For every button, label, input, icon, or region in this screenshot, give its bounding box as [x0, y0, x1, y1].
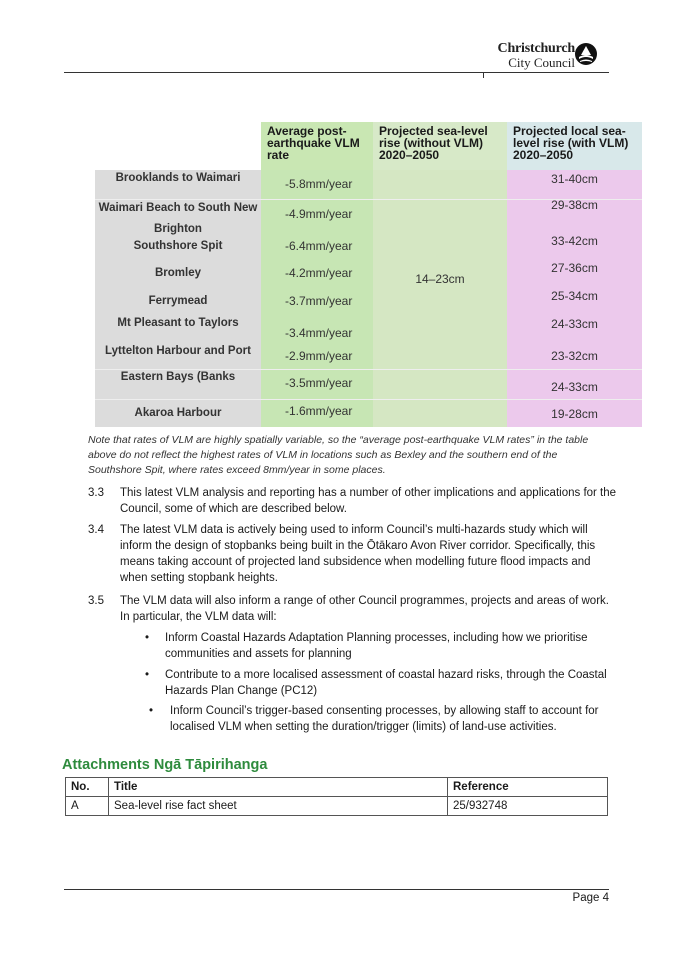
col-header-title: Title	[109, 778, 448, 797]
location-cell: Akaroa Harbour	[134, 407, 222, 419]
vlm-cell: -4.9mm/year	[285, 207, 353, 221]
header-proj-with-vlm: Projected local sea-level rise (with VLM) 2020–2050	[507, 122, 642, 170]
local-rise-cell: 23-32cm	[551, 349, 598, 363]
paragraph-text: This latest VLM analysis and reporting has a number of other implications and applications for the Council, some of which are described below.	[120, 487, 617, 515]
logo-line-2: City Council	[508, 55, 575, 70]
attachments-table	[65, 777, 608, 816]
local-rise-cell: 24-33cm	[551, 317, 598, 331]
paragraph-text: The VLM data will also inform a range of other Council programmes, projects and areas of work. In particular, the VLM data will:	[120, 595, 609, 623]
header-rule-tick	[483, 72, 484, 78]
attachment-title: Sea-level rise fact sheet	[109, 797, 448, 816]
col-header-no: No.	[66, 778, 109, 797]
bullet-dot: •	[145, 669, 150, 681]
projection-column	[373, 170, 507, 427]
vlm-cell: -3.7mm/year	[285, 294, 353, 308]
bullet-text: Inform Coastal Hazards Adaptation Planning processes, including how we prioritise communities and assets for planning	[165, 632, 588, 660]
local-rise-cell: 19-28cm	[551, 407, 598, 421]
bullet-dot: •	[149, 705, 154, 717]
location-cell: Bromley	[154, 267, 202, 279]
local-rise-cell: 24-33cm	[551, 380, 598, 394]
col-header-reference: Reference	[448, 778, 608, 797]
location-cell: Brooklands to Waimari	[115, 172, 241, 184]
local-rise-cell: 27-36cm	[551, 261, 598, 275]
paragraph-number: 3.4	[88, 524, 104, 536]
council-logo-icon	[574, 42, 598, 66]
vlm-cell: -3.4mm/year	[285, 326, 353, 340]
location-cell: Eastern Bays (Banks	[120, 371, 236, 383]
attachments-heading: Attachments Ngā Tāpirihanga	[62, 757, 268, 773]
location-cell: Mt Pleasant to Taylors	[117, 317, 239, 329]
local-rise-cell: 25-34cm	[551, 289, 598, 303]
vlm-table	[95, 122, 642, 427]
local-rise-cell: 33-42cm	[551, 234, 598, 248]
vlm-cell: -1.6mm/year	[285, 404, 353, 418]
attachment-no: A	[66, 797, 109, 816]
table-row	[66, 797, 608, 816]
table-note: Note that rates of VLM are highly spatially variable, so the “average post-earthquake VLM rates” in the table above do not reflect the highest rates of VLM in locations such as Bexley and the southern end of the Southshore Spit, where rates exceed 8mm/year in some places.	[88, 434, 589, 476]
council-logo-text	[498, 42, 575, 70]
bullet-dot: •	[145, 632, 150, 644]
header-proj-without-vlm: Projected sea-level rise (without VLM) 2020–2050	[373, 122, 507, 170]
vlm-cell: -6.4mm/year	[285, 239, 353, 253]
paragraph-number: 3.3	[88, 487, 104, 499]
local-rise-cell: 29-38cm	[551, 198, 598, 212]
paragraph-number: 3.5	[88, 595, 104, 607]
location-cell: Ferrymead	[148, 295, 208, 307]
attachments-header-row	[66, 778, 608, 797]
bullet-text: Inform Council’s trigger-based consenting processes, by allowing staff to account for localised VLM when setting the duration/trigger (limits) of land-use activities.	[170, 705, 599, 733]
bullet-text: Contribute to a more localised assessment of coastal hazard risks, through the Coastal Hazards Plan Change (PC12)	[165, 669, 607, 697]
projected-without-vlm-cell: 14–23cm	[415, 272, 465, 286]
page-number: Page 4	[572, 892, 609, 904]
vlm-cell: -2.9mm/year	[285, 349, 353, 363]
header-rule	[64, 72, 609, 73]
location-cell: Southshore Spit	[133, 240, 223, 252]
attachment-reference: 25/932748	[448, 797, 608, 816]
paragraph-text: The latest VLM data is actively being used to inform Council’s multi-hazards study which will inform the design of stopbanks being built in the Ōtākaro Avon River corridor. Specifically, this means taking account of projected land subsidence when modelling future flood impacts and when setting stopbank heights.	[120, 524, 596, 584]
vlm-cell: -5.8mm/year	[285, 177, 353, 191]
vlm-cell: -3.5mm/year	[285, 376, 353, 390]
footer-rule	[64, 889, 609, 890]
local-rise-cell: 31-40cm	[551, 172, 598, 186]
location-cell: Waimari Beach to South New Brighton	[98, 202, 258, 235]
logo-line-1: Christchurch	[497, 41, 575, 56]
header-avg-vlm: Average post-earthquake VLM rate	[261, 122, 373, 170]
vlm-cell: -4.2mm/year	[285, 266, 353, 280]
location-cell: Lyttelton Harbour and Port	[105, 345, 251, 357]
